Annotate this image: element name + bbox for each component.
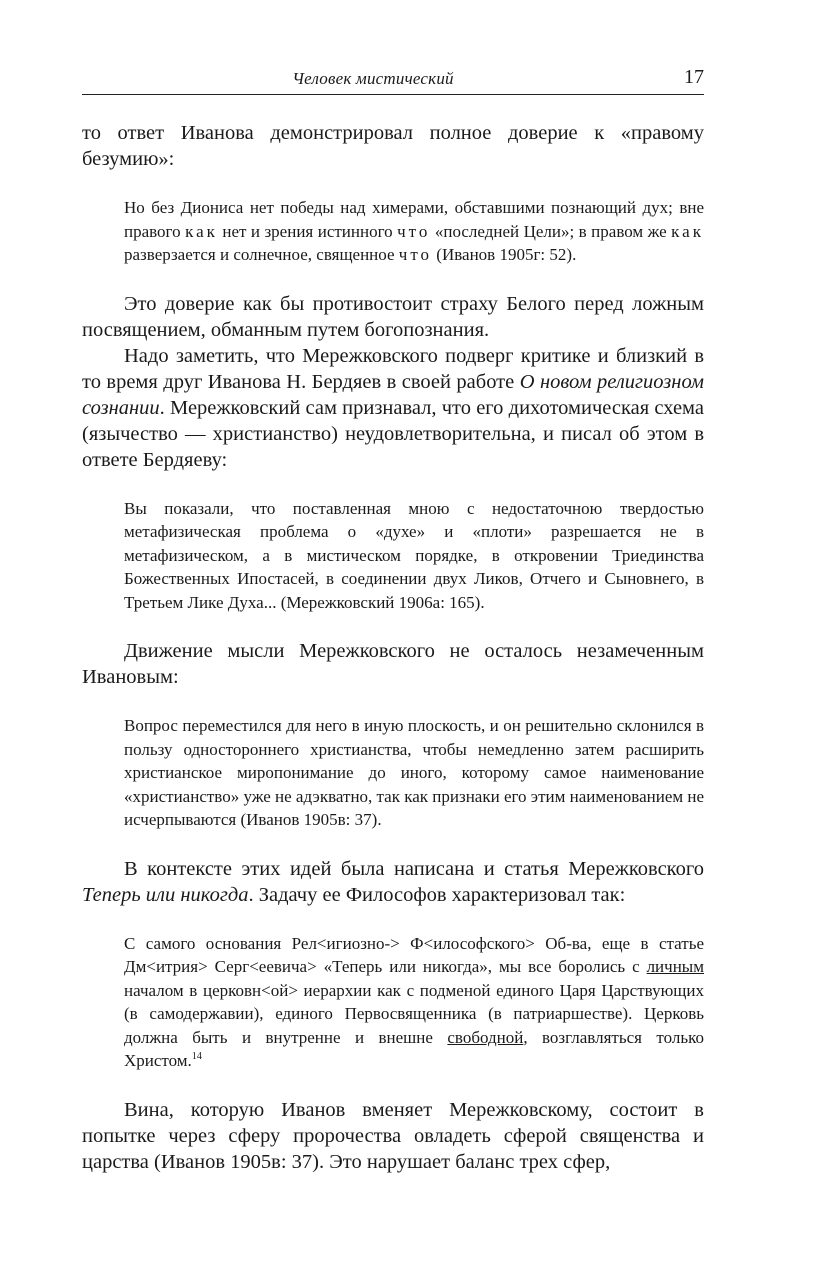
footnote-marker[interactable]: 14 — [191, 1051, 202, 1062]
quote-text: разверзается и солнечное, священное — [124, 245, 399, 264]
running-title: Человек мистический — [292, 69, 454, 88]
paragraph-text: В контексте этих идей была написана и статья Мережковского — [124, 857, 704, 880]
block-quote-4 — [124, 932, 704, 1073]
quote-text: (Иванов 1905г: 52). — [432, 245, 577, 264]
spaced-word: что — [398, 245, 433, 264]
quote-text: , возглавляться только Христом. — [124, 1027, 704, 1070]
paragraph-2: Это доверие как бы противостоит страху Белого перед ложным посвящением, обманным путем богопознания. — [82, 292, 704, 341]
block-quote-2: Вы показали, что поставленная мною с недостаточною твердостью метафизическая проблема о «духе» и «плоти» разрешается не в метафизическом, а в мистическом порядке, в откровении Триединства Божественных Ипостасей, в соединении двух Ликов, Отчего и Сыновнего, в Третьем Лике Духа... (Мережковский 1906а: 165). — [124, 498, 704, 612]
paragraph-6: Вина, которую Иванов вменяет Мережковскому, состоит в попытке через сферу пророчества овладеть сферой священства и царства (Иванов 1905в: 37). Это нарушает баланс трех сфер, — [82, 1098, 704, 1173]
work-title: О новом религиозном сознании — [82, 370, 704, 419]
block-quote-1 — [124, 196, 704, 267]
work-title: Теперь или никогда — [82, 883, 249, 906]
spaced-word: как — [671, 221, 704, 241]
spaced-word: что — [397, 221, 431, 241]
page-number: 17 — [684, 66, 704, 88]
quote-text: «последней Цели»; в правом же — [430, 221, 672, 241]
text-body — [82, 120, 704, 1175]
underlined-word: личным — [646, 957, 704, 976]
spaced-word: как — [185, 221, 218, 241]
underlined-word: свободной — [447, 1027, 524, 1047]
quote-text: началом в церковн<ой> иерархии как с подменой единого Царя Царствующих (в самодержавии), единого Первосвященника (в патриаршестве). Церковь должна быть и внутренне и внешне — [124, 980, 704, 1047]
paragraph-text: . Задачу ее Философов характеризовал так: — [248, 883, 626, 906]
paragraph-text: Надо заметить, что Мережковского подверг критике и близкий в то время друг Иванова Н. Бердяев в своей работе — [82, 344, 704, 393]
quote-text: Но без Диониса нет победы над химерами, обставшими познающий дух; вне правого — [124, 198, 704, 241]
paragraph-3 — [82, 343, 704, 473]
running-header — [82, 66, 704, 95]
paragraph-4: Движение мысли Мережковского не осталось незамеченным Ивановым: — [82, 640, 704, 688]
paragraph-5 — [82, 856, 704, 908]
paragraph-text: . Мережковский сам признавал, что его дихотомическая схема (язычество — христианство) неудовлетворительна, и писал об этом в ответе Бердяеву: — [82, 396, 704, 471]
quote-text: нет и зрения истинного — [217, 221, 398, 241]
quote-text: С самого основания Рел<игиозно-> Ф<илософского> Об-ва, еще в статье Дм<итрия> Серг<еевича> «Теперь или никогда», мы все боролись с — [124, 933, 704, 976]
paragraph-1: то ответ Иванова демонстрировал полное доверие к «правому безумию»: — [82, 122, 704, 170]
block-quote-3: Вопрос переместился для него в иную плоскость, и он решительно склонился в пользу одностороннего христианства, чтобы немедленно затем расширить христианское миропонимание до иного, которому самое наименование «христианство» уже не адэкватно, так как признаки его этим наименованием не исчерпываются (Иванов 1905в: 37). — [124, 716, 705, 829]
